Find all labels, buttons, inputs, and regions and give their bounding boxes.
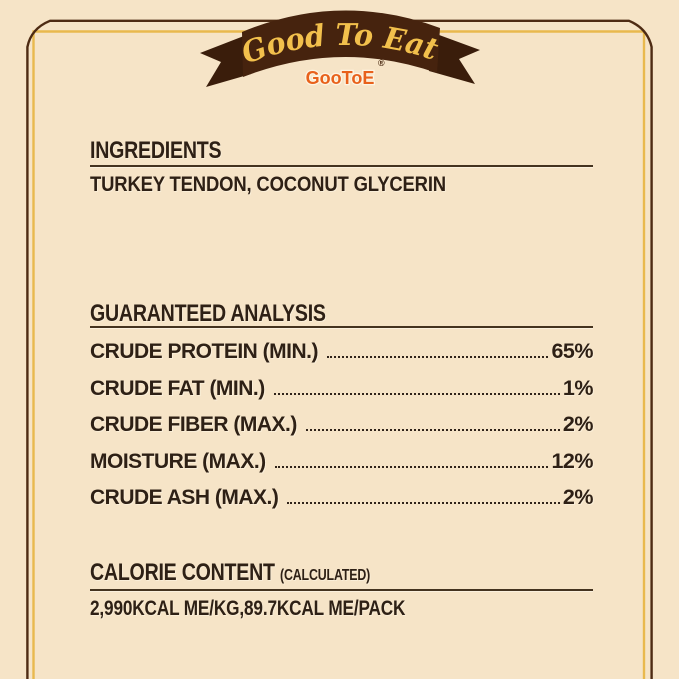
dotted-leader bbox=[327, 333, 548, 358]
calorie-content-heading-text: CALORIE CONTENT (CALCULATED) bbox=[90, 559, 371, 586]
analysis-row-label: CRUDE PROTEIN (MIN.) bbox=[90, 340, 318, 363]
guaranteed-analysis-heading-text: GUARANTEED ANALYSIS bbox=[90, 300, 326, 327]
analysis-row-crude-protein bbox=[90, 333, 593, 370]
analysis-row-label: MOISTURE (MAX.) bbox=[90, 449, 266, 473]
calorie-heading-rule bbox=[90, 589, 593, 591]
ingredients-heading-text: INGREDIENTS bbox=[90, 137, 222, 164]
analysis-row-moisture bbox=[90, 443, 593, 480]
calorie-content-value-text: 2,990KCAL ME/KG,89.7KCAL ME/PACK bbox=[90, 597, 406, 620]
analysis-row-crude-fiber bbox=[90, 406, 593, 443]
dotted-leader bbox=[287, 479, 560, 504]
analysis-row-value: 2% bbox=[562, 412, 593, 437]
dotted-leader bbox=[306, 406, 560, 431]
analysis-row-value: 65% bbox=[551, 339, 593, 363]
analysis-row-value: 12% bbox=[551, 448, 593, 473]
analysis-row-value: 2% bbox=[562, 485, 593, 510]
dotted-leader bbox=[275, 443, 549, 468]
calorie-content-heading bbox=[90, 559, 440, 587]
analysis-row-label: CRUDE ASH (MAX.) bbox=[90, 486, 279, 510]
ingredients-heading-rule bbox=[90, 165, 593, 167]
dotted-leader bbox=[274, 370, 560, 395]
guaranteed-analysis-heading bbox=[90, 300, 385, 328]
label-content bbox=[90, 0, 593, 679]
ingredients-list-text: TURKEY TENDON, COCONUT GLYCERIN bbox=[90, 173, 446, 196]
analysis-row-label: CRUDE FIBER (MAX.) bbox=[90, 413, 297, 437]
analysis-row-label: CRUDE FAT (MIN.) bbox=[90, 376, 265, 400]
ribbon-title: Good To Eat bbox=[237, 17, 443, 72]
analysis-row-crude-fat bbox=[90, 370, 593, 407]
guaranteed-analysis-table bbox=[90, 333, 593, 516]
calorie-content-value bbox=[90, 597, 475, 621]
brand-logo: GooToE bbox=[305, 68, 375, 88]
calorie-qualifier: (CALCULATED) bbox=[279, 567, 371, 584]
analysis-row-value: 1% bbox=[562, 375, 593, 400]
ingredients-heading bbox=[90, 137, 254, 165]
ingredients-list bbox=[90, 173, 495, 197]
analysis-row-crude-ash bbox=[90, 479, 593, 516]
registered-mark: ® bbox=[378, 58, 385, 68]
guaranteed-analysis-heading-rule bbox=[90, 326, 593, 328]
